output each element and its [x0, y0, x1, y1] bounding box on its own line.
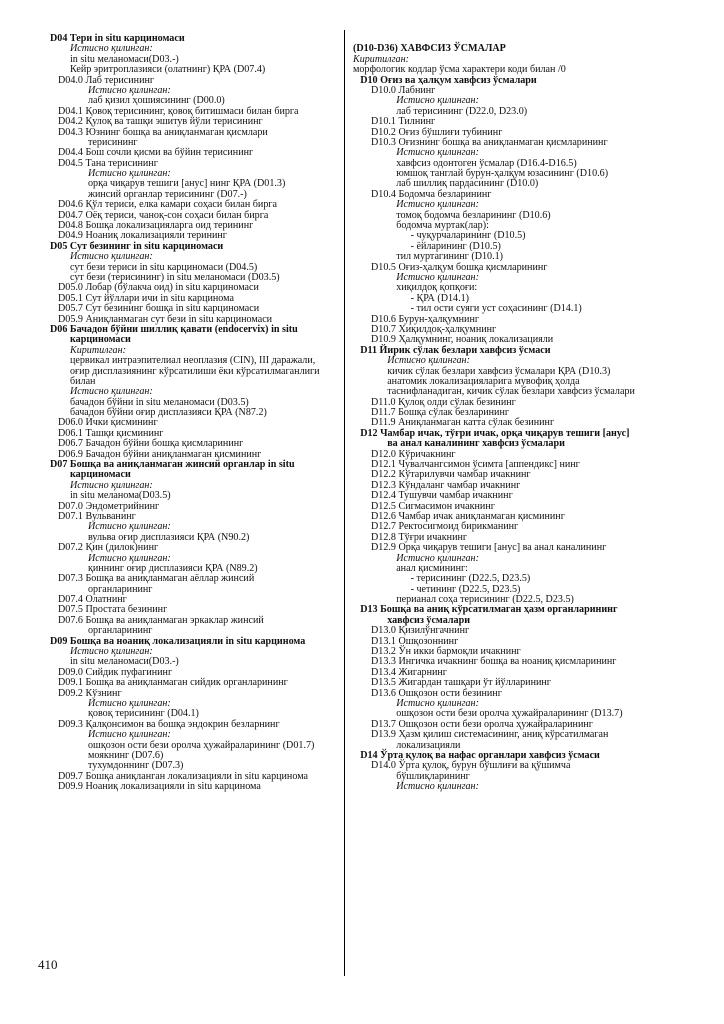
italic-note: Истисно қилинган: [88, 698, 171, 709]
text-line: D10.2 Оғиз бўшлиғи тубининг [371, 126, 503, 138]
text-line: D12.6 Чамбар ичак аниқланмаган қисмининг [371, 510, 565, 522]
text-line: - четининг (D22.5, D23.5) [410, 583, 521, 595]
text-line: D05.1 Сут йўллари ичи in situ карцинома [58, 292, 234, 304]
text-line: D10.4 Бодомча безларининг [371, 188, 492, 200]
italic-note: Истисно қилинган: [396, 781, 479, 793]
text-line: D06.9 Бачадон бўйни аниқланмаган қисмининг [58, 448, 262, 460]
italic-note: Истисно қилинган: [88, 521, 171, 533]
italic-note: Истисно қилинган: [396, 95, 479, 107]
text-line: D09.2 Кўзнинг [58, 687, 122, 699]
text-line: D04.1 Қовоқ терисининг, қовоқ битишмаси билан бирга [58, 105, 299, 117]
section-heading: D12 Чамбар ичак, тўғри ичак, орқа чиқарув тешиги [анус] [360, 427, 630, 439]
text-line: перианал соҳа терисининг (D22.5, D23.5) [396, 594, 574, 606]
text-line: терисининг [88, 136, 138, 148]
text-line: ошқозон ости бези оролча ҳужайраларининг (D01.7) [88, 739, 315, 751]
text-line: D10.0 Лабнинг [371, 84, 436, 96]
text-line: анал қисмининг: [396, 562, 468, 574]
text-line: D11.7 Бошқа сўлак безларининг [371, 407, 510, 419]
text-line: D10.5 Оғиз-ҳалқум бошқа қисмларининг [371, 261, 548, 273]
italic-note: Истисно қилинган: [396, 271, 479, 283]
text-line: in situ меланомаси(D03.-) [70, 53, 179, 65]
text-line: D13.0 Қизилўнгачнинг [371, 625, 470, 637]
text-line: D05.0 Лобар (бўлакча оид) in situ карциномаси [58, 282, 259, 294]
text-line: D05.9 Аниқланмаган сут бези in situ карциномаси [58, 313, 273, 325]
italic-note: Истисно қилинган: [88, 84, 171, 96]
text-line: - чуқурчаларининг (D10.5) [410, 230, 526, 242]
text-line: - тил ости суяги уст соҳасининг (D14.1) [410, 303, 582, 315]
text-line: тил муртагининг (D10.1) [396, 251, 504, 263]
text-line: моякнинг (D07.6) [88, 749, 164, 761]
text-line: D14.0 Ўрта қулоқ, бурун бўшлиғи ва қўшимча [371, 760, 571, 772]
text-line: D09.0 Сийдик пуфагининг [58, 666, 173, 678]
text-line: D07.6 Бошқа ва аниқланмаган эркаклар жинсий [58, 614, 264, 626]
text-line: қиннинг оғир дисплазияси ҚРА (N89.2) [88, 562, 258, 574]
text-line: бачадон бўйни in situ меланомаси (D03.5) [70, 396, 249, 408]
text-line: D04.2 Қулоқ ва ташқи эшитув йўли терисининг [58, 116, 263, 128]
text-line: хавфсиз одонтоген ўсмалар (D16.4-D16.5) [396, 157, 577, 169]
text-line: D04.6 Қўл териси, елка камари соҳаси билан бирга [58, 199, 278, 211]
text-line: D10.3 Оғизнинг бошқа ва аниқланмаган қисмларининг [371, 136, 608, 148]
text-line: D09.7 Бошқа аниқланган локализацияли in situ карцинома [58, 770, 308, 782]
text-line: D07.2 Қин (дилок)нинг [58, 542, 159, 554]
text-line: - ҚРА (D14.1) [410, 292, 470, 304]
text-line: D12.4 Тушувчи чамбар ичакнинг [371, 490, 513, 502]
italic-note: Истисно қилинган: [396, 199, 479, 211]
italic-note: Киритилган: [70, 344, 126, 356]
italic-note: Истисно қилинган: [396, 698, 479, 709]
text-line: томоқ бодомча безларининг (D10.6) [396, 209, 551, 221]
section-heading: D07 Бошқа ва аниқланмаган жинсий органлар in situ [50, 459, 295, 471]
text-line: D12.1 Чувалчангсимон ўсимта [аппендикс] нинг [371, 459, 580, 471]
text-line: D12.3 Кўндаланг чамбар ичакнинг [371, 479, 521, 491]
italic-note: Истисно қилинган: [88, 552, 171, 564]
italic-note: Истисно қилинган: [70, 43, 153, 55]
text-line: лаб қизил ҳошиясининг (D00.0) [88, 95, 225, 107]
section-heading: D13 Бошқа ва аниқ кўрсатилмаган ҳазм органларининг [360, 604, 618, 616]
text-line: in situ меланома(D03.5) [70, 490, 171, 502]
italic-note: Киритилган: [353, 53, 409, 65]
text-line: орқа чиқарув тешиги [анус] нинг ҚРА (D01.3) [88, 178, 286, 190]
italic-note: Истисно қилинган: [88, 168, 171, 180]
text-line: - ёйларининг (D10.5) [410, 240, 501, 252]
text-line: D07.0 Эндометрийнинг [58, 500, 160, 512]
text-line: in situ меланомаси(D03.-) [70, 656, 179, 668]
text-line: бодомча муртак(лар): [396, 220, 489, 232]
text-line: ошқозон ости бези оролча ҳужайраларининг (D13.7) [396, 708, 623, 720]
text-line: D10.7 Хиқилдоқ-ҳалқумнинг [371, 323, 497, 335]
text-line: D06.1 Ташқи қисмининг [58, 427, 164, 439]
text-line: D13.3 Ингичка ичакнинг бошқа ва ноаниқ қисмларининг [371, 656, 617, 668]
italic-note: Истисно қилинган: [387, 355, 470, 367]
section-heading: D10 Оғиз ва ҳалқум хавфсиз ўсмалари [360, 74, 537, 86]
text-line: органларининг [88, 583, 153, 595]
text-line: локализацияли [396, 739, 461, 751]
section-heading: D06 Бачадон бўйни шиллиқ қавати (endocervix) in situ [50, 323, 298, 335]
text-line: D13.2 Ўн икки бармоқли ичакнинг [371, 646, 521, 658]
text-line: D09.1 Бошқа ва аниқланмаган сийдик органларининг [58, 677, 288, 689]
text-line: оғир дисплазиянинг кўрсатилиши ёки кўрсатилмаганлиги [70, 365, 320, 377]
text-line: D12.5 Сигмасимон ичакнинг [371, 500, 495, 512]
section-heading: D14 Ўрта қулоқ ва нафас органлари хавфсиз ўсмаси [360, 749, 600, 761]
section-heading: хавфсиз ўсмалари [387, 614, 471, 626]
text-line: D04.5 Тана терисининг [58, 157, 158, 169]
section-heading: карциномаси [70, 334, 131, 346]
text-line: D12.0 Кўричакнинг [371, 448, 456, 460]
section-heading: D04 Тери in situ карциномаси [50, 33, 185, 44]
text-line: D10.6 Бурун-ҳалқумнинг [371, 313, 479, 325]
text-line: D04.9 Ноаниқ локализацияли терининг [58, 230, 227, 242]
text-line: D13.9 Ҳазм қилиш системасининг, аниқ кўрсатилмаган [371, 729, 609, 741]
text-line: таснифланадиган, кичик сўлак безлари хавфсиз ўсмалари [387, 386, 635, 398]
text-line: морфологик кодлар ўсма характери коди билан /0 [353, 64, 566, 76]
page-number: 410 [38, 957, 58, 972]
text-line: D12.9 Орқа чиқарув тешиги [анус] ва анал каналининг [371, 542, 607, 554]
text-line: D07.4 Олатнинг [58, 594, 127, 606]
text-line: D04.3 Юзнинг бошқа ва аниқланмаган қисмлари [58, 126, 268, 138]
text-line: D13.4 Жигарнинг [371, 666, 447, 678]
italic-note: Истисно қилинган: [396, 552, 479, 564]
text-line: D04.7 Оёқ териси, чаноқ-сон соҳаси билан бирга [58, 209, 269, 221]
text-line: органларининг [88, 625, 153, 637]
text-line: D12.7 Ректосигмоид бирикманинг [371, 521, 519, 533]
text-line: сут бези териси in situ карциномаси (D04.5) [70, 261, 258, 273]
text-line: тухумдоннинг (D07.3) [88, 760, 184, 772]
text-line: D06.0 Ички қисмининг [58, 417, 158, 429]
text-line: хиқилдоқ қопқоғи: [396, 282, 478, 294]
text-line: бўшлиқларининг [396, 770, 470, 782]
text-line: D10.1 Тилнинг [371, 116, 436, 128]
section-heading: ва анал каналининг хавфсиз ўсмалари [387, 438, 565, 450]
italic-note: Истисно қилинган: [70, 479, 153, 491]
text-line: сут бези (терисининг) in situ меланомаси (D03.5) [70, 271, 280, 283]
text-line: бачадон бўйни оғир дисплазияси ҚРА (N87.2) [70, 407, 267, 419]
text-line: вульва оғир дисплазияси ҚРА (N90.2) [88, 531, 250, 543]
text-line: D04.0 Лаб терисининг [58, 74, 155, 86]
text-line: D07.5 Простата безининг [58, 604, 168, 616]
italic-note: Истисно қилинган: [396, 147, 479, 159]
text-line: қовоқ терисининг (D04.1) [88, 708, 199, 720]
italic-note: Истисно қилинган: [70, 646, 153, 658]
text-line: D07.3 Бошқа ва аниқланмаган аёллар жинсий [58, 573, 255, 585]
text-line: D04.4 Бош сочли қисми ва бўйин терисининг [58, 147, 254, 159]
text-line: жинсий органлар терисининг (D07.-) [88, 188, 247, 200]
italic-note: Истисно қилинган: [70, 251, 153, 263]
text-line: - терисининг (D22.5, D23.5) [410, 573, 531, 585]
text-line: кичик сўлак безлари хавфсиз ўсмалари ҚРА (D10.3) [387, 365, 611, 377]
text-line: D06.7 Бачадон бўйни бошқа қисмларининг [58, 438, 244, 450]
italic-note: Истисно қилинган: [88, 729, 171, 741]
column-divider [344, 30, 345, 976]
text-line: D12.2 Кўтарилувчи чамбар ичакнинг [371, 469, 531, 481]
text-line: лаб терисининг (D22.0, D23.0) [396, 105, 528, 117]
text-line: D11.0 Қулоқ олди сўлак безининг [371, 396, 516, 408]
text-line: D13.1 Ошқозоннинг [371, 635, 459, 647]
text-line: юмшоқ танглай бурун-ҳалқум юзасининг (D10.6) [396, 168, 609, 180]
text-line: D07.1 Вульванинг [58, 510, 136, 522]
section-heading: карциномаси [70, 469, 131, 481]
left-column [50, 34, 350, 793]
section-heading: (D10-D36) ХАВФСИЗ ЎСМАЛАР [353, 43, 506, 55]
text-line: цервикал интраэпителиал неоплазия (CIN), III даражали, [70, 355, 316, 367]
italic-note: Истисно қилинган: [70, 386, 153, 398]
text-line: D04.8 Бошқа локализацияларга оид терининг [58, 220, 254, 232]
text-line: D11.9 Аниқланмаган катта сўлак безининг [371, 417, 555, 429]
text-line: D05.7 Сут безининг бошқа in situ карциномаси [58, 303, 260, 315]
text-line: D09.3 Қалқонсимон ва бошқа эндокрин безларнинг [58, 718, 280, 730]
section-heading: D11 Йирик сўлак безлари хавфсиз ўсмаси [360, 344, 551, 356]
text-line: лаб шиллиқ пардасининг (D10.0) [396, 178, 539, 190]
text-line: билан [70, 375, 96, 387]
text-line: анатомик локализацияларига мувофиқ ҳолда [387, 375, 580, 387]
text-line: D13.7 Ошқозон ости бези оролча ҳужайраларининг [371, 718, 593, 730]
text-line: Кейр эритроплазияси (олатнинг) ҚРА (D07.4) [70, 64, 266, 76]
text-line: D13.5 Жигардан ташқари ўт йўлларининг [371, 677, 551, 689]
section-heading: D09 Бошқа ва ноаниқ локализацияли in situ карцинома [50, 635, 306, 647]
text-line: D09.9 Ноаниқ локализацияли in situ карцинома [58, 781, 261, 793]
section-heading: D05 Сут безининг in situ карциномаси [50, 240, 224, 252]
text-line: D12.8 Тўғри ичакнинг [371, 531, 468, 543]
text-line: D13.6 Ошқозон ости безининг [371, 687, 502, 699]
text-line: D10.9 Ҳалқумнинг, ноаниқ локализацияли [371, 334, 554, 346]
right-column [353, 34, 653, 793]
